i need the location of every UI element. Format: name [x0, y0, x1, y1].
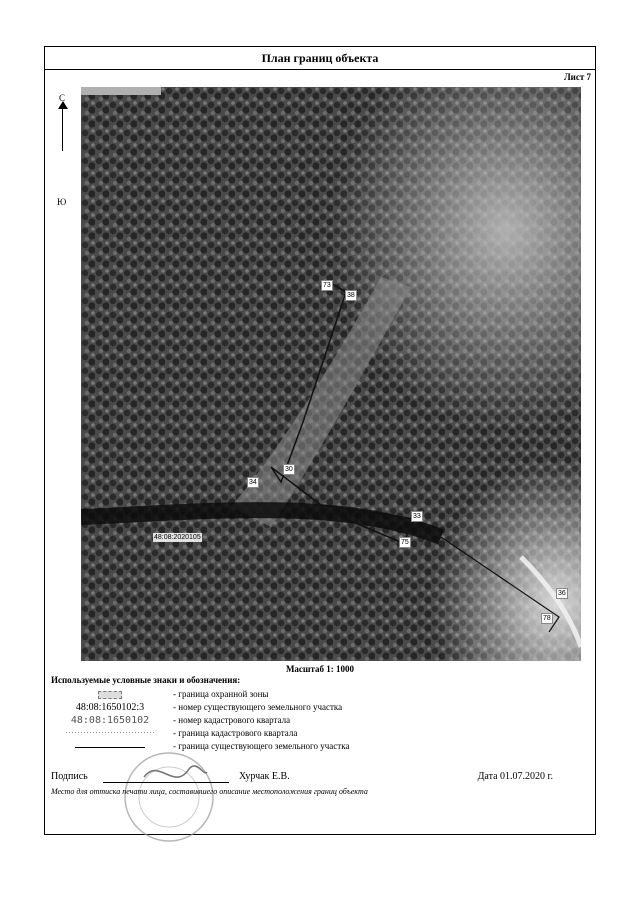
legend-item-parcel-boundary: - граница существующего земельного участка: [51, 741, 591, 754]
legend-item-quarter-number: 48:08:1650102 - номер кадастрового квартала: [70, 715, 291, 726]
point-label: 38: [347, 292, 355, 299]
signature-row: [51, 771, 591, 782]
point-label: 78: [543, 615, 551, 622]
stamp-note: Место для оттиска печати лица, составившего описание местоположения границ объекта: [51, 787, 368, 796]
north-label: С: [59, 93, 66, 103]
north-arrow-icon: [58, 101, 68, 109]
sheet-number: Лист 7: [563, 72, 591, 82]
page-title: План границ объекта: [45, 47, 595, 70]
legend-title: Используемые условные знаки и обозначения:: [51, 675, 241, 685]
signature-date: Дата 01.07.2020 г.: [477, 771, 553, 782]
point-label: 30: [285, 466, 293, 473]
map-canvas: [81, 87, 581, 661]
plan-frame: [44, 46, 596, 835]
signature-line: [103, 782, 229, 783]
point-label: 33: [413, 513, 421, 520]
point-label: 75: [401, 539, 409, 546]
kadastr-quarter-label: 48:08:2020105: [154, 534, 201, 541]
point-label: 34: [249, 479, 257, 486]
zone-boundary-symbol: [98, 691, 122, 699]
scale-label: Масштаб 1: 1000: [285, 664, 355, 674]
legend-item-zone: - граница охранной зоны: [51, 689, 591, 702]
signer-name: Хурчак Е.В.: [239, 771, 290, 782]
satellite-map[interactable]: [81, 87, 581, 661]
legend-item-parcel-number: 48:08:1650102:3 - номер существующего земельного участка: [75, 702, 343, 713]
south-label: Ю: [57, 197, 67, 207]
north-arrow: [51, 93, 73, 207]
signature-label: Подпись: [51, 771, 88, 782]
seal-stamp: [119, 747, 219, 847]
legend: [51, 689, 591, 754]
point-label: 73: [323, 282, 331, 289]
point-label: 36: [558, 590, 566, 597]
legend-item-quarter-boundary: .............................. - граница кадастрового квартала: [64, 728, 298, 738]
